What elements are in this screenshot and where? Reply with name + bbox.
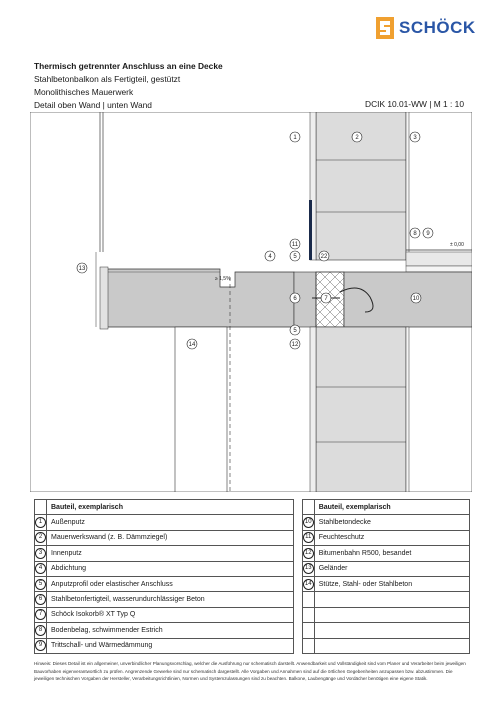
subtitle-line-3: Detail oben Wand | unten Wand [34, 100, 152, 110]
legend-label: Stahlbetondecke [314, 515, 469, 530]
legend-number: 13 [303, 563, 314, 574]
svg-text:13: 13 [78, 266, 86, 272]
callout-9 [423, 228, 433, 238]
svg-text:1: 1 [293, 135, 297, 141]
legend-label: Trittschall- und Wärmedämmung [47, 638, 294, 653]
callout-12 [290, 339, 300, 349]
legend-number: 3 [35, 548, 46, 559]
legend-row [35, 561, 470, 576]
legend-heading-left: Bauteil, exemplarisch [47, 500, 294, 515]
legend-number: 12 [303, 548, 314, 559]
legend-heading-right: Bauteil, exemplarisch [314, 500, 469, 515]
legend-label: Feuchteschutz [314, 530, 469, 545]
callout-14 [187, 339, 197, 349]
svg-text:10: 10 [412, 296, 420, 302]
legend-header-row [35, 500, 470, 515]
callout-1 [290, 132, 300, 142]
callout-3 [410, 132, 420, 142]
brand-name: SCHÖCK [399, 18, 476, 37]
callout-7 [321, 293, 331, 303]
legend-label: Abdichtung [47, 561, 294, 576]
legend-label: Innenputz [47, 546, 294, 561]
callout-5-top [290, 251, 300, 261]
legend-label: Mauerwerkswand (z. B. Dämmziegel) [47, 530, 294, 545]
svg-text:5: 5 [293, 254, 297, 260]
legend-table [34, 499, 470, 654]
legend-number: 7 [35, 609, 46, 620]
svg-text:4: 4 [268, 254, 272, 260]
svg-text:2: 2 [355, 135, 359, 141]
detail-drawing [30, 112, 472, 492]
legend-label [314, 592, 469, 607]
legend-number: 14 [303, 579, 314, 590]
legend-row [35, 623, 470, 638]
callout-8 [410, 228, 420, 238]
callout-22 [319, 251, 329, 261]
legend-label [314, 623, 469, 638]
svg-text:14: 14 [188, 342, 196, 348]
legend-label: Stütze, Stahl- oder Stahlbeton [314, 576, 469, 591]
svg-text:9: 9 [426, 231, 430, 237]
legend-number: 2 [35, 532, 46, 543]
svg-text:22: 22 [320, 254, 328, 260]
svg-text:8: 8 [413, 231, 417, 237]
legend-number: 10 [303, 517, 314, 528]
disclaimer-note: Hinweis: Dieses Detail ist ein allgemeiner, unverbindlicher Planungsvorschlag, welcher die Ausführung nur schematisch darstellt. Anwendbarkeit und Vollständigkeit sind vom Planer und Verarbeiter beim jeweiligen Bauvorhaben eigenverantwortlich zu prüfen. Angrenzende Gewerke sind nur schematisch dargestellt. Alle Vorgaben und Annahmen sind auf die örtlichen Gegebenheiten anzupassen bzw. abzustimmen. Die jeweiligen technischen Vorgaben der Hersteller, Verarbeitungsrichtlinien, Normen und Systemzulassungen sind zu beachten. Balkone, Laubengänge und Vordächer benötigen eine eigene Statik. [34, 661, 466, 681]
subtitle-line-1: Stahlbetonbalkon als Fertigteil, gestützt [34, 74, 181, 84]
legend-label: Außenputz [47, 515, 294, 530]
legend-row [35, 638, 470, 653]
legend-label [314, 607, 469, 622]
detail-code: DCIK 10.01-WW | M 1 : 10 [365, 99, 464, 109]
legend-label [314, 638, 469, 653]
legend-label: Bitumenbahn R500, besandet [314, 546, 469, 561]
callout-11 [290, 239, 300, 249]
callout-10 [411, 293, 421, 303]
callout-13 [77, 263, 87, 273]
slope-label: ≥ 1,5% [215, 276, 231, 282]
legend-label: Schöck Isokorb® XT Typ Q [47, 607, 294, 622]
legend-number: 11 [303, 532, 314, 543]
legend-number: 4 [35, 563, 46, 574]
level-label: ± 0,00 [450, 242, 464, 248]
page-title: Thermisch getrennter Anschluss an eine Decke [34, 61, 223, 71]
legend-number: 8 [35, 625, 46, 636]
legend-number: 9 [35, 640, 46, 651]
legend-label: Bodenbelag, schwimmender Estrich [47, 623, 294, 638]
logo-mark-icon [376, 17, 394, 39]
legend-row [35, 515, 470, 530]
callout-4 [265, 251, 275, 261]
legend-row [35, 592, 470, 607]
callout-6 [290, 293, 300, 303]
schoeck-logo [376, 17, 476, 39]
legend-label: Stahlbetonfertigteil, wasserundurchlässiger Beton [47, 592, 294, 607]
legend-number: 5 [35, 579, 46, 590]
legend-row [35, 607, 470, 622]
callout-5-bottom [290, 325, 300, 335]
svg-text:6: 6 [293, 296, 297, 302]
legend-number: 6 [35, 594, 46, 605]
legend-label: Anputzprofil oder elastischer Anschluss [47, 576, 294, 591]
svg-text:7: 7 [324, 296, 328, 302]
legend-label: Geländer [314, 561, 469, 576]
svg-text:12: 12 [291, 342, 299, 348]
legend-number: 1 [35, 517, 46, 528]
svg-text:3: 3 [413, 135, 417, 141]
subtitle-line-2: Monolithisches Mauerwerk [34, 87, 134, 97]
callout-2 [352, 132, 362, 142]
svg-text:5: 5 [293, 328, 297, 334]
svg-text:11: 11 [291, 242, 299, 248]
legend-row [35, 546, 470, 561]
legend-row [35, 576, 470, 591]
legend-row [35, 530, 470, 545]
